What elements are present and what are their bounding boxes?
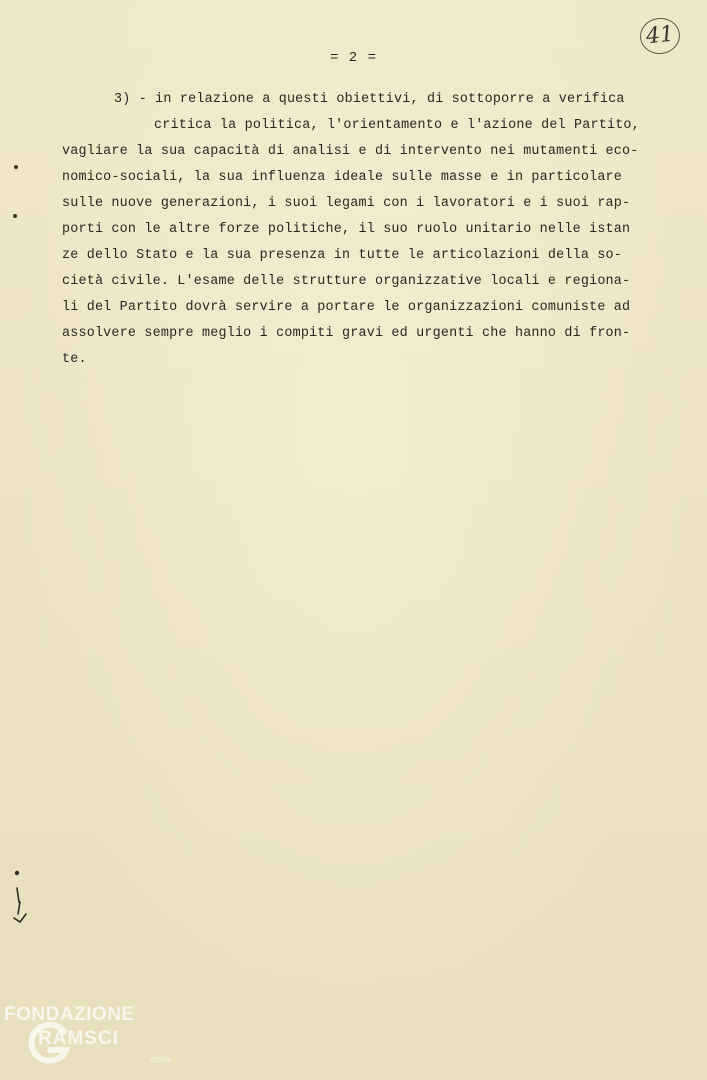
page-header: = 2 = — [329, 50, 377, 66]
watermark-logo — [4, 1004, 204, 1080]
margin-mark — [14, 165, 18, 169]
watermark-line1: FONDAZIONE — [4, 1004, 135, 1025]
paragraph-line: 3) - in relazione a questi obiettivi, di sottoporre a verifica — [114, 92, 625, 107]
paragraph-line: sulle nuove generazioni, i suoi legami con i lavoratori e i suoi rap- — [62, 196, 631, 211]
margin-scribble-icon — [8, 868, 30, 930]
watermark-line2: RAMSCI — [38, 1028, 119, 1049]
paragraph-line: porti con le altre forze politiche, il suo ruolo unitario nelle istan — [62, 222, 631, 237]
page-number-stamp: 41 — [638, 16, 682, 56]
paragraph-line: vagliare la sua capacità di analisi e di intervento nei mutamenti eco- — [62, 144, 639, 159]
paragraph-line: nomico-sociali, la sua influenza ideale sulle masse e in particolare — [62, 170, 623, 185]
paragraph-line: li del Partito dovrà servire a portare le organizzazioni comuniste ad — [62, 300, 631, 315]
paragraph-line: te. — [62, 352, 87, 367]
margin-mark — [13, 214, 17, 218]
watermark-suffix: onlus — [150, 1054, 172, 1064]
paragraph-line: critica la politica, l'orientamento e l'azione del Partito, — [154, 118, 640, 133]
paragraph-line: cietà civile. L'esame delle strutture organizzative locali e regiona- — [62, 274, 631, 289]
paragraph-line: assolvere sempre meglio i compiti gravi ed urgenti che hanno di fron- — [62, 326, 631, 341]
paragraph-line: ze dello Stato e la sua presenza in tutte le articolazioni della so- — [62, 248, 623, 263]
